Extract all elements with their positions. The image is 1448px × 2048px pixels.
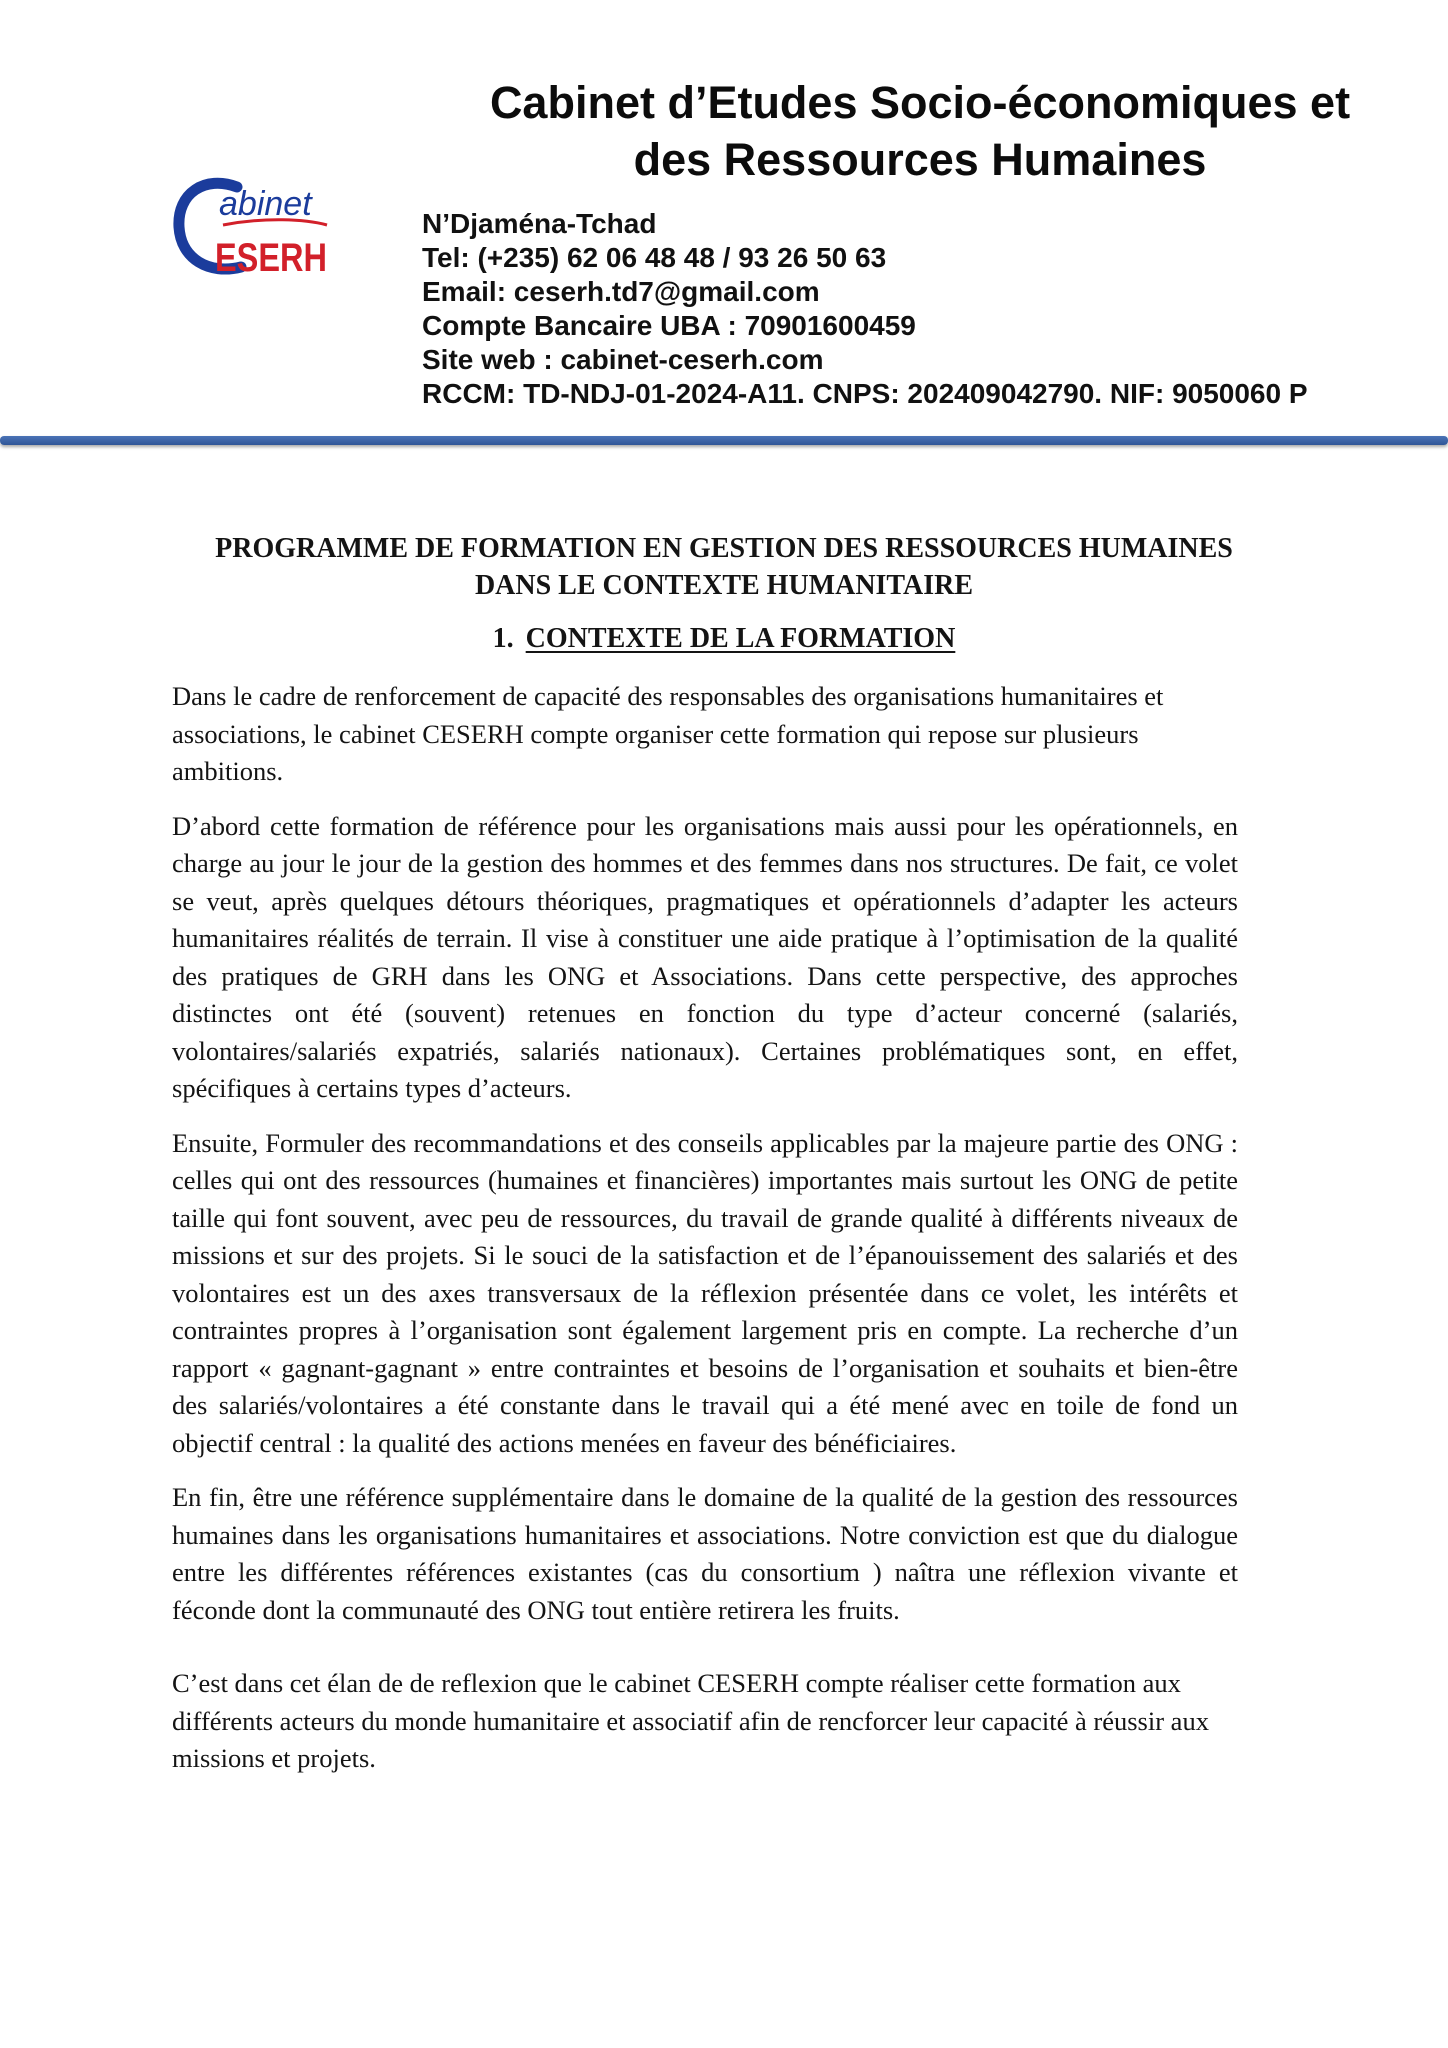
paragraph-enfin: En fin, être une référence supplémentaire dans le domaine de la qualité de la gestion des ressources humaines dans les organisations humanitaires et associations. Notre conviction est que du dialogue entre les différentes références existantes (cas du consortium ) naîtra une réflexion vivante et féconde dont la communauté des ONG tout entière retirera les fruits. [172, 1482, 1238, 1625]
contact-registration: RCCM: TD-NDJ-01-2024-A11. CNPS: 202409042790. NIF: 9050060 P [422, 378, 1308, 409]
contact-city: N’Djaména-Tchad [422, 208, 657, 239]
section-title: CONTEXTE DE LA FORMATION [525, 623, 956, 654]
header-divider [0, 436, 1448, 445]
program-title-line1: PROGRAMME DE FORMATION EN GESTION DES RESSOURCES HUMAINES [215, 533, 1233, 564]
company-title [420, 74, 1420, 188]
contact-block [422, 207, 1422, 411]
logo-text-top: abinet [219, 185, 312, 223]
paragraph-conclusion: C’est dans cet élan de de reflexion que le cabinet CESERH compte réaliser cette formation aux différents acteurs du monde humanitaire et associatif afin de rencforcer leur capacité à réussir aux missions et projets. [172, 1668, 1209, 1773]
ceserh-logo [175, 175, 335, 280]
company-title-line2: des Ressources Humaines [633, 134, 1207, 185]
paragraph-ensuite: Ensuite, Formuler des recommandations et des conseils applicables par la majeure partie des ONG : celles qui ont des ressources (humaines et financières) importantes mais surtout les ONG de petite taille qui font souvent, avec peu de ressources, du travail de grande qualité à différents niveaux de missions et sur des projets. Si le souci de la satisfaction et de l’épanouissement des salariés et des volontaires est un des axes transversaux de la réflexion présentée dans ce volet, les intérêts et contraintes propres à l’organisation sont également largement pris en compte. La recherche d’un rapport « gagnant-gagnant » entre contraintes et besoins de l’organisation et souhaits et bien-être des salariés/volontaires a été constante dans le travail qui a été mené avec en toile de fond un objectif central : la qualité des actions menées en faveur des bénéficiaires. [172, 1127, 1238, 1458]
paragraph-intro: Dans le cadre de renforcement de capacité des responsables des organisations humanitaires et associations, le cabinet CESERH compte organiser cette formation qui repose sur plusieurs ambitions. [172, 681, 1164, 786]
paragraph-dabord: D’abord cette formation de référence pour les organisations mais aussi pour les opérationnels, en charge au jour le jour de la gestion des hommes et des femmes dans nos structures. De fait, ce volet se veut, après quelques détours théoriques, pragmatiques et opérationnels d’adapter les acteurs humanitaires réalités de terrain. Il vise à constituer une aide pratique à l’optimisation de la qualité des pratiques de GRH dans les ONG et Associations. Dans cette perspective, des approches distinctes ont été (souvent) retenues en fonction du type d’acteur concerné (salariés, volontaires/salariés expatriés, salariés nationaux). Certaines problématiques sont, en effet, spécifiques à certains types d’acteurs. [172, 810, 1238, 1103]
body-text [172, 678, 1238, 1795]
contact-bank: Compte Bancaire UBA : 70901600459 [422, 310, 916, 341]
section-heading [172, 620, 1276, 657]
section-number: 1. [492, 623, 514, 654]
program-title [172, 530, 1276, 604]
contact-website: Site web : cabinet-ceserh.com [422, 344, 824, 375]
company-title-line1: Cabinet d’Etudes Socio-économiques et [489, 77, 1351, 128]
contact-email: Email: ceserh.td7@gmail.com [422, 276, 820, 307]
logo-text-bottom: ESERH [215, 236, 327, 280]
contact-tel: Tel: (+235) 62 06 48 48 / 93 26 50 63 [422, 242, 887, 273]
program-title-line2: DANS LE CONTEXTE HUMANITAIRE [474, 570, 974, 601]
